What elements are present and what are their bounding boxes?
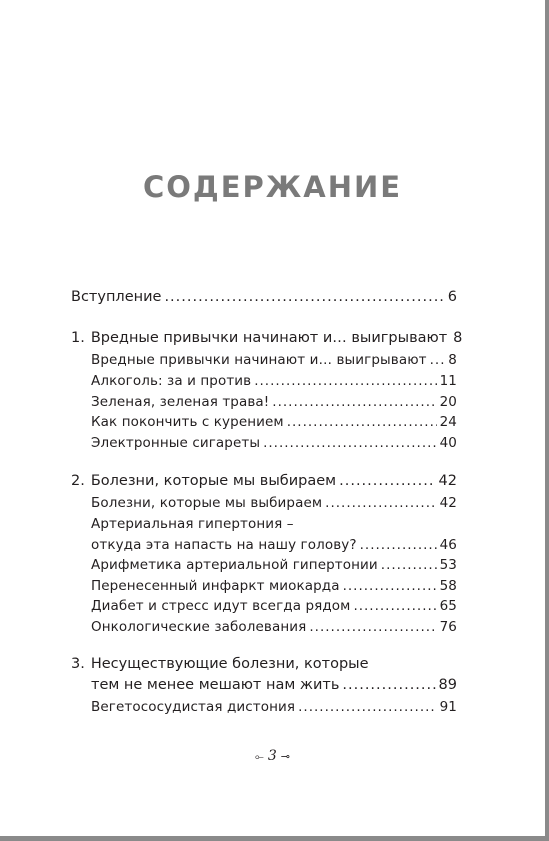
section-title: Перенесенный инфаркт миокарда [91, 578, 340, 594]
dot-leader [272, 394, 436, 410]
section-title: Вегетососудистая дистония [91, 699, 296, 715]
toc-page-number: 58 [439, 578, 457, 594]
section-title: Зеленая, зеленая трава! [91, 394, 270, 410]
chapter-title: Вредные привычки начинают и… выигрывают [90, 330, 448, 346]
dot-leader [164, 289, 444, 305]
dot-leader [339, 473, 435, 489]
toc-entry-intro[interactable] [71, 289, 457, 305]
toc-page-number: 65 [439, 598, 457, 614]
section-title: Болезни, которые мы выбираем [91, 495, 323, 511]
toc-section[interactable] [91, 578, 457, 594]
toc-section[interactable] [91, 435, 457, 451]
toc-page-number: 46 [439, 537, 457, 553]
left-ornament-icon: ⟜ [255, 750, 264, 763]
toc-page-number: 8 [448, 352, 457, 368]
toc-section[interactable] [91, 495, 457, 511]
chapter-number: 1. [71, 330, 85, 346]
toc-section[interactable] [91, 352, 457, 368]
chapter-title: Болезни, которые мы выбираем [90, 473, 337, 489]
toc-chapter-2[interactable] [71, 473, 457, 489]
toc-page-number: 42 [439, 495, 457, 511]
toc-page-number: 6 [447, 289, 457, 305]
toc-page-number: 11 [439, 373, 457, 389]
dot-leader [309, 619, 436, 635]
toc-section[interactable] [91, 537, 457, 553]
section-title-line-1[interactable]: Артериальная гипертония – [91, 516, 294, 532]
toc-entry-label: Вступление [71, 289, 162, 305]
section-title: Диабет и стресс идут всегда рядом [91, 598, 351, 614]
toc-section[interactable] [91, 394, 457, 410]
dot-leader [381, 557, 437, 573]
folio-number: 3 [267, 748, 277, 764]
dot-leader [263, 435, 437, 451]
dot-leader [343, 578, 437, 594]
toc-section[interactable] [91, 619, 457, 635]
toc-section[interactable] [91, 373, 457, 389]
toc-page-number: 8 [453, 330, 463, 346]
toc-chapter-1[interactable] [71, 330, 463, 346]
page-title: СОДЕРЖАНИЕ [142, 170, 403, 204]
toc-page-number: 91 [439, 699, 457, 715]
toc-page-number: 89 [438, 677, 457, 693]
section-title: Алкоголь: за и против [91, 373, 252, 389]
dot-leader [353, 598, 436, 614]
page-number-footer [0, 748, 545, 764]
dot-leader [342, 677, 435, 693]
chapter-number: 2. [71, 473, 85, 489]
chapter-title-line-1: Несуществующие болезни, которые [90, 656, 369, 672]
toc-page-number: 40 [439, 435, 457, 451]
toc-chapter-3-line-1[interactable] [71, 656, 457, 672]
toc-section[interactable] [91, 699, 457, 715]
toc-page-number: 42 [438, 473, 457, 489]
section-title: Электронные сигареты [91, 435, 261, 451]
section-title: откуда эта напасть на нашу голову? [91, 537, 357, 553]
toc-page-number: 20 [439, 394, 457, 410]
toc-page-number: 53 [439, 557, 457, 573]
dot-leader [325, 495, 436, 511]
toc-page-number: 24 [439, 414, 457, 430]
toc-section[interactable] [91, 557, 457, 573]
dot-leader [298, 699, 436, 715]
toc-chapter-3[interactable] [91, 677, 457, 693]
section-title: Арифметика артериальной гипертонии [91, 557, 378, 573]
section-title: Как покончить с курением [91, 414, 284, 430]
dot-leader [287, 414, 437, 430]
dot-leader [430, 352, 446, 368]
dot-leader [360, 537, 437, 553]
toc-section[interactable] [91, 414, 457, 430]
chapter-number: 3. [71, 656, 85, 672]
toc-page-number: 76 [439, 619, 457, 635]
section-title: Вредные привычки начинают и… выигрывают [91, 352, 427, 368]
chapter-title: тем не менее мешают нам жить [91, 677, 340, 693]
toc-section[interactable] [91, 598, 457, 614]
section-title: Онкологические заболевания [91, 619, 307, 635]
dot-leader [254, 373, 436, 389]
right-ornament-icon: ⊸ [280, 750, 290, 763]
